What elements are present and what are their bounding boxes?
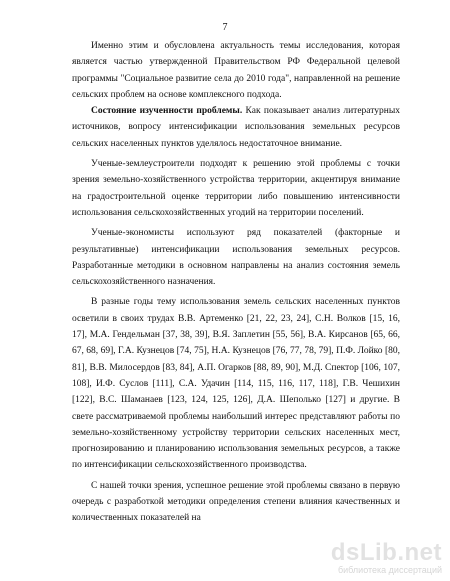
watermark-subtitle: библиотека диссертаций xyxy=(337,565,442,575)
paragraph-relevance xyxy=(72,38,400,103)
page-number: 7 xyxy=(222,22,228,33)
paragraph-text: Как показывает анализ литературных источников, вопросу интенсификации использования земельных ресурсов сельских населенных пунктов уделялось недостаточное внимание. xyxy=(72,106,400,149)
paragraph-text: С нашей точки зрения, успешное решение этой проблемы связано в первую очередь с разработкой методики определения степени влияния качественных и количественных показателей на xyxy=(72,480,400,524)
paragraph-economists xyxy=(72,225,400,290)
paragraph-text: Ученые-землеустроители подходят к решению этой проблемы с точки зрения земельно-хозяйственного устройства территории, акцентируя внимание на градостроительной оценке территории либо повышению интенсивности использования сельскохозяйственных угодий на территории поселений. xyxy=(72,159,400,218)
watermark-logo: dsLib.net xyxy=(330,539,442,566)
paragraph-land-surveyors xyxy=(72,156,400,221)
paragraph-our-view xyxy=(72,478,400,527)
paragraph-text: Именно этим и обусловлена актуальность темы исследования, которая является частью утвержденной Правительством РФ Федеральной целевой программы "Социальное развитие села до 2010 года", направленной на решение сельских проблем на основе комплексного подхода. xyxy=(72,41,400,100)
paragraph-text: В разные годы тему использования земель сельских населенных пунктов осветили в своих трудах В.В. Артеменко [21, 22, 23, 24], С.Н. Волков [15, 16, 17], М.А. Гендельман [37, 38, 39], В.Я. Заплетин [55, 56], В.А. Кирсанов [65, 66, 67, 68, 69], Г.А. Кузнецов [74, 75], Н.А. Кузнецов [76, 77, 78, 79], П.Ф. Лойко [80, 81], В.В. Милосердов [83, 84], А.П. Огарков [88, 89, 90], М.Д. Спектор [106, 107, 108], И.Ф. Суслов [111], С.А. Удачин [114, 115, 116, 117, 118], Г.В. Чешихин [122], В.С. Шаманаев [123, 124, 125, 126], Д.А. Шеполько [127] и другие. В свете рассматриваемой проблемы наибольший интерес представляют работы по земельно-хозяйственному устройству территории сельских населенных мест, прогнозированию и планированию использования земельных ресурсов, а также по интенсификации сельскохозяйственного производства. xyxy=(72,297,400,471)
paragraph-state-of-research xyxy=(72,103,400,152)
document-body xyxy=(72,38,400,527)
paragraph-text: Ученые-экономисты используют ряд показателей (факторные и результативные) интенсификации использования земельных ресурсов. Разработанные методики в основном направлены на анализ состояния земель сельскохозяйственного назначения. xyxy=(72,228,400,288)
section-heading: Состояние изученности проблемы. xyxy=(91,106,243,117)
paragraph-authors xyxy=(72,294,400,473)
dslib-watermark xyxy=(324,541,444,575)
